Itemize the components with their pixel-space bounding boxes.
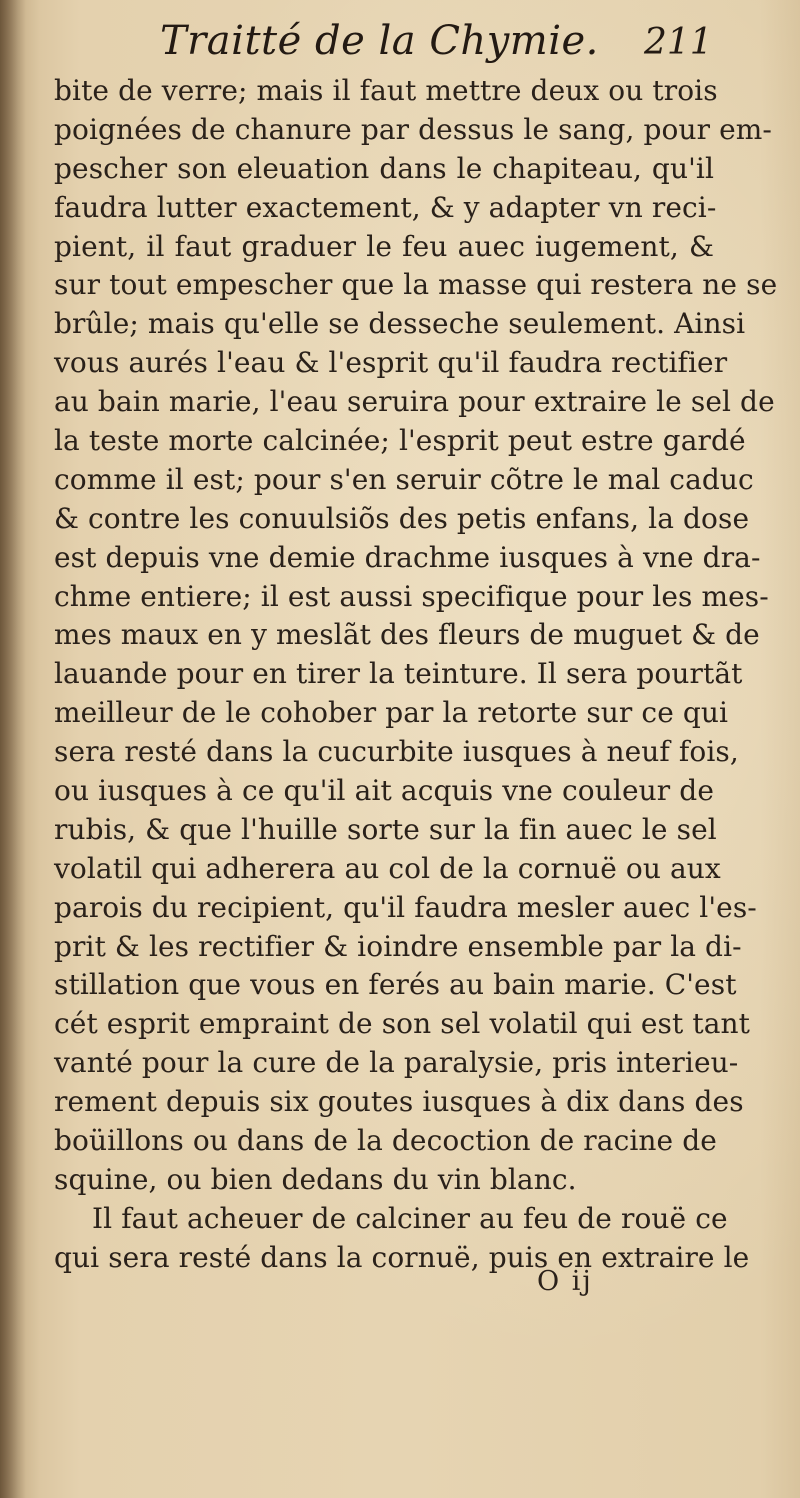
text-line: parois du recipient, qu'il faudra mesler auec l'es- — [54, 890, 757, 924]
text-line: la teste morte calcinée; l'esprit peut estre gardé — [54, 424, 746, 458]
text-line: rubis, & que l'huille sorte sur la fin auec le sel — [54, 812, 717, 846]
text-line: poignées de chanure par dessus le sang, pour em- — [54, 112, 772, 146]
text-line: prit & les rectifier & ioindre ensemble par la di- — [54, 929, 742, 963]
binding-gutter-shadow — [0, 0, 26, 1498]
text-line: bite de verre; mais il faut mettre deux ou trois — [54, 74, 718, 107]
text-line: vanté pour la cure de la paralysie, pris interieu- — [54, 1046, 739, 1080]
text-line: pient, il faut graduer le feu auec iugement, & — [54, 229, 714, 263]
text-line: vous aurés l'eau & l'esprit qu'il faudra rectifier — [54, 346, 728, 380]
text-line: brûle; mais qu'elle se desseche seulement. Ainsi — [54, 307, 746, 341]
text-line: rement depuis six goutes iusques à dix dans des — [54, 1085, 744, 1119]
text-line: cét esprit empraint de son sel volatil qui est tant — [54, 1007, 750, 1041]
text-line: mes maux en y meslãt des fleurs de muguet & de — [54, 618, 760, 652]
text-line: ou iusques à ce qu'il ait acquis vne couleur de — [54, 774, 714, 808]
text-line: qui sera resté dans la cornuë, puis en extraire le — [54, 1240, 750, 1274]
paragraph-start-line: Il faut acheuer de calciner au feu de rouë ce — [92, 1201, 728, 1235]
text-line: faudra lutter exactement, & y adapter vn reci- — [54, 190, 717, 224]
signature-mark: O ij — [537, 1266, 593, 1297]
text-line: & contre les conuulsiõs des petis enfans, la dose — [54, 501, 750, 535]
text-line: pescher son eleuation dans le chapiteau, qu'il — [54, 151, 714, 185]
text-line: volatil qui adherera au col de la cornuë ou aux — [54, 851, 721, 885]
text-line: sur tout empescher que la masse qui restera ne se — [54, 268, 778, 302]
text-line: lauande pour en tirer la teinture. Il sera pourtãt — [54, 657, 743, 691]
text-line: comme il est; pour s'en seruir cõtre le mal caduc — [54, 462, 754, 496]
page-number: 211 — [644, 22, 713, 63]
text-line: meilleur de le cohober par la retorte sur ce qui — [54, 696, 729, 730]
text-line: chme entiere; il est aussi specifique pour les mes- — [54, 579, 769, 613]
text-line: boüillons ou dans de la decoction de racine de — [54, 1124, 717, 1158]
text-line: au bain marie, l'eau seruira pour extraire le sel de — [54, 385, 775, 419]
text-line: sera resté dans la cucurbite iusques à neuf fois, — [54, 735, 739, 769]
running-title: Traitté de la Chymie. — [160, 18, 599, 64]
body-text — [54, 72, 778, 1278]
page-header — [0, 14, 800, 74]
text-line: stillation que vous en ferés au bain marie. C'est — [54, 968, 737, 1002]
text-line: est depuis vne demie drachme iusques à vne dra- — [54, 540, 761, 574]
text-line: squine, ou bien dedans du vin blanc. — [54, 1162, 577, 1196]
